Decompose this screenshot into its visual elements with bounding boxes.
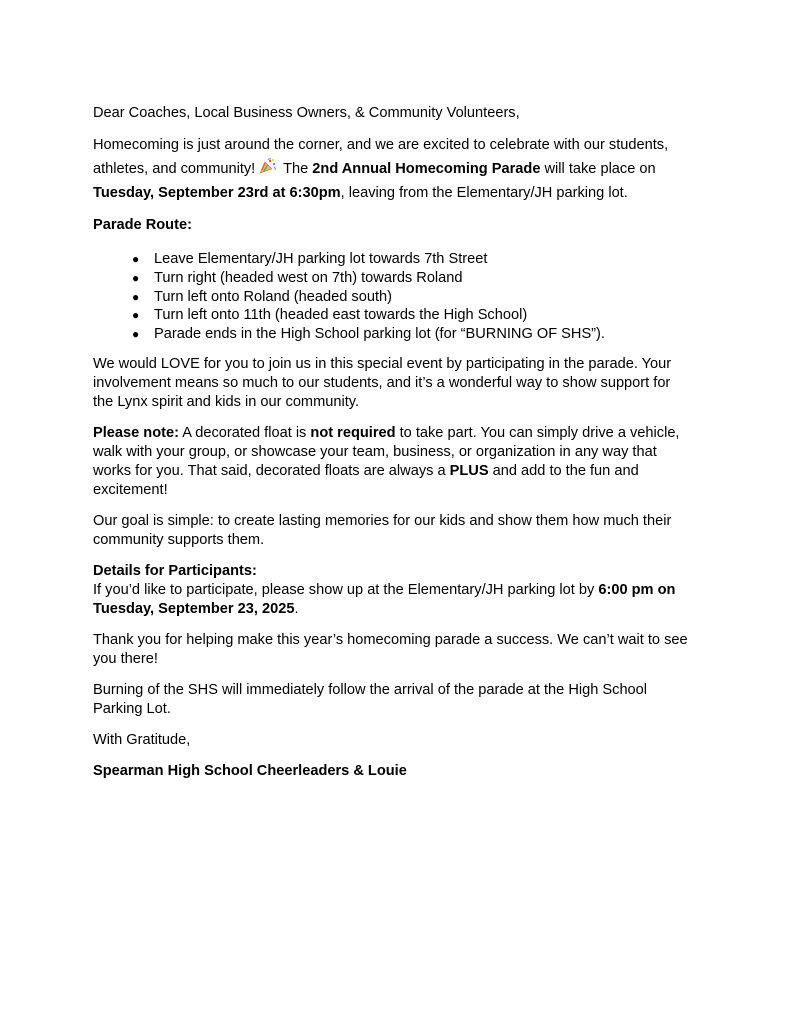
intro-text-1: Homecoming is just around the corner, and we are excited to celebrate with our students, athletes, and community! [93, 137, 669, 177]
note-text-3: and add to the fun and excitement! [93, 462, 639, 498]
burning-paragraph: Burning of the SHS will immediately follow the arrival of the parade at the High School Parking Lot. [93, 681, 648, 717]
route-list [93, 250, 693, 344]
intro-text-4: , leaving from the Elementary/JH parking lot. [340, 185, 628, 201]
thanks-paragraph: Thank you for helping make this year’s homecoming parade a success. We can’t wait to see you there! [93, 631, 688, 667]
intro-text-3: will take place on [540, 161, 656, 177]
closing: With Gratitude, [93, 731, 191, 748]
note-text-1: A decorated float is [178, 424, 311, 441]
intro-text-2: The [279, 161, 313, 177]
details-text-2: . [294, 600, 299, 617]
letter-body [93, 104, 693, 781]
signature [93, 762, 693, 781]
route-step: ● Leave Elementary/JH parking lot towards 7th Street [132, 250, 693, 269]
details-paragraph [93, 562, 693, 619]
signature-text: Spearman High School Cheerleaders & Louie [93, 762, 407, 779]
note-plus: PLUS [449, 462, 489, 479]
note-text-2: to take part. You can simply drive a vehicle, walk with your group, or showcase your team, business, or organization in any way that works for you. That said, decorated floats are always a [93, 424, 680, 479]
event-name: 2nd Annual Homecoming Parade [312, 161, 541, 177]
route-step: ● Turn left onto Roland (headed south) [132, 288, 693, 307]
goal-paragraph: Our goal is simple: to create lasting memories for our kids and show them how much their community supports them. [93, 512, 672, 548]
route-step: ● Turn right (headed west on 7th) towards Roland [132, 269, 693, 288]
details-text-1: If you’d like to participate, please show up at the Elementary/JH parking lot by [93, 581, 599, 598]
intro-paragraph [93, 133, 693, 205]
party-popper-icon [259, 158, 277, 174]
route-title [93, 216, 693, 235]
route-step: ● Turn left onto 11th (headed east towards the High School) [132, 306, 693, 325]
note-label: Please note: [93, 424, 179, 441]
note-paragraph [93, 424, 693, 500]
details-title: Details for Participants: [93, 562, 257, 579]
note-not-required: not required [310, 424, 396, 441]
greeting: Dear Coaches, Local Business Owners, & Community Volunteers, [93, 105, 520, 121]
event-datetime: Tuesday, September 23rd at 6:30pm [93, 185, 341, 201]
details-deadline: 6:00 pm on Tuesday, September 23, 2025 [93, 581, 676, 617]
route-title-text: Parade Route: [93, 217, 192, 233]
invite-paragraph: We would LOVE for you to join us in this special event by participating in the parade. Your involvement means so much to our students, and it’s a wonderful way to show support for the Lynx spirit and kids in our community. [93, 355, 672, 410]
route-step: ● Parade ends in the High School parking lot (for “BURNING OF SHS”). [132, 325, 693, 344]
